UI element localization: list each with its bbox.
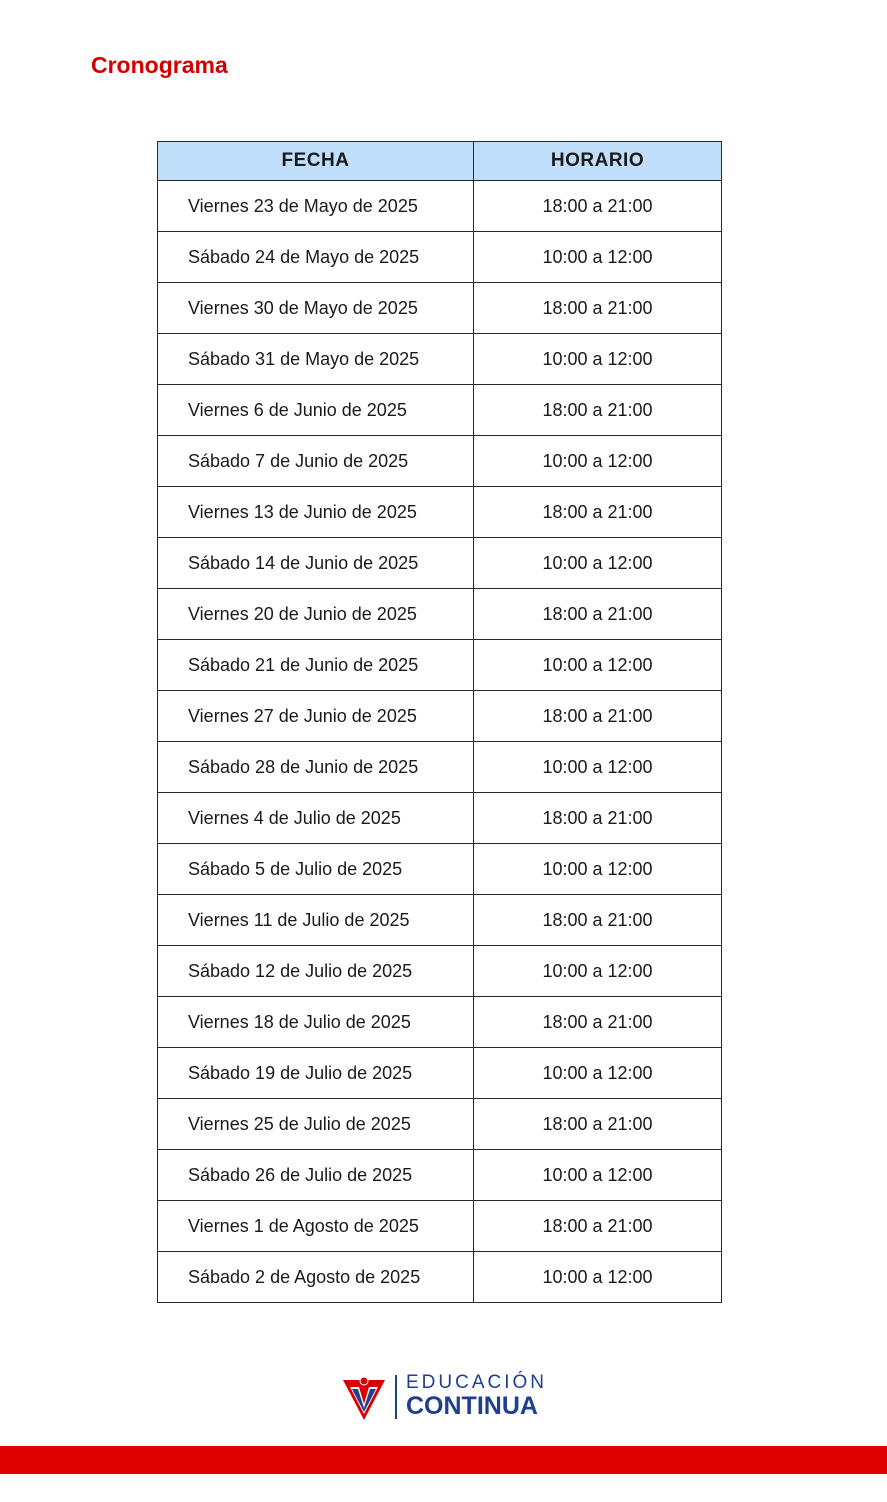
table-row — [158, 1048, 722, 1099]
horario-cell: 18:00 a 21:00 — [474, 283, 722, 334]
table-row — [158, 742, 722, 793]
fecha-cell: Viernes 20 de Junio de 2025 — [158, 589, 474, 640]
fecha-cell: Viernes 1 de Agosto de 2025 — [158, 1201, 474, 1252]
table-row — [158, 1252, 722, 1303]
fecha-cell: Sábado 28 de Junio de 2025 — [158, 742, 474, 793]
fecha-cell: Viernes 30 de Mayo de 2025 — [158, 283, 474, 334]
fecha-cell: Viernes 25 de Julio de 2025 — [158, 1099, 474, 1150]
table-row — [158, 487, 722, 538]
horario-cell: 18:00 a 21:00 — [474, 589, 722, 640]
fecha-cell: Sábado 21 de Junio de 2025 — [158, 640, 474, 691]
horario-cell: 10:00 a 12:00 — [474, 946, 722, 997]
table-row — [158, 1099, 722, 1150]
table-row — [158, 691, 722, 742]
horario-cell: 10:00 a 12:00 — [474, 436, 722, 487]
horario-cell: 10:00 a 12:00 — [474, 1150, 722, 1201]
logo-text-continua: CONTINUA — [406, 1392, 538, 1420]
table-row — [158, 232, 722, 283]
table-row — [158, 589, 722, 640]
table-header-row — [158, 142, 722, 181]
table-body — [158, 181, 722, 1303]
fecha-cell: Sábado 2 de Agosto de 2025 — [158, 1252, 474, 1303]
table-row — [158, 181, 722, 232]
table-row — [158, 1201, 722, 1252]
table-row — [158, 385, 722, 436]
fecha-cell: Sábado 26 de Julio de 2025 — [158, 1150, 474, 1201]
table-row — [158, 895, 722, 946]
logo-divider — [395, 1375, 397, 1419]
fecha-cell: Sábado 31 de Mayo de 2025 — [158, 334, 474, 385]
fecha-cell: Viernes 13 de Junio de 2025 — [158, 487, 474, 538]
fecha-cell: Viernes 6 de Junio de 2025 — [158, 385, 474, 436]
horario-cell: 18:00 a 21:00 — [474, 691, 722, 742]
horario-cell: 10:00 a 12:00 — [474, 334, 722, 385]
table-row — [158, 334, 722, 385]
horario-cell: 18:00 a 21:00 — [474, 487, 722, 538]
horario-cell: 10:00 a 12:00 — [474, 232, 722, 283]
horario-cell: 10:00 a 12:00 — [474, 640, 722, 691]
educacion-continua-logo — [343, 1372, 558, 1422]
table-row — [158, 946, 722, 997]
column-header-fecha: FECHA — [158, 142, 474, 181]
horario-cell: 18:00 a 21:00 — [474, 793, 722, 844]
fecha-cell: Viernes 23 de Mayo de 2025 — [158, 181, 474, 232]
fecha-cell: Sábado 24 de Mayo de 2025 — [158, 232, 474, 283]
fecha-cell: Viernes 4 de Julio de 2025 — [158, 793, 474, 844]
table-row — [158, 997, 722, 1048]
table-row — [158, 1150, 722, 1201]
footer-bar — [0, 1446, 887, 1474]
schedule-table — [157, 141, 722, 1303]
page-title: Cronograma — [91, 52, 228, 78]
fecha-cell: Viernes 18 de Julio de 2025 — [158, 997, 474, 1048]
horario-cell: 18:00 a 21:00 — [474, 1201, 722, 1252]
column-header-horario: HORARIO — [474, 142, 722, 181]
fecha-cell: Sábado 12 de Julio de 2025 — [158, 946, 474, 997]
horario-cell: 10:00 a 12:00 — [474, 1048, 722, 1099]
horario-cell: 10:00 a 12:00 — [474, 844, 722, 895]
university-v-logo-icon — [343, 1376, 385, 1420]
fecha-cell: Sábado 14 de Junio de 2025 — [158, 538, 474, 589]
horario-cell: 18:00 a 21:00 — [474, 895, 722, 946]
table-row — [158, 793, 722, 844]
table-row — [158, 640, 722, 691]
horario-cell: 18:00 a 21:00 — [474, 385, 722, 436]
horario-cell: 18:00 a 21:00 — [474, 1099, 722, 1150]
table-row — [158, 538, 722, 589]
fecha-cell: Viernes 27 de Junio de 2025 — [158, 691, 474, 742]
horario-cell: 18:00 a 21:00 — [474, 997, 722, 1048]
fecha-cell: Sábado 19 de Julio de 2025 — [158, 1048, 474, 1099]
logo-text-educacion: EDUCACIÓN — [406, 1372, 548, 1393]
horario-cell: 18:00 a 21:00 — [474, 181, 722, 232]
horario-cell: 10:00 a 12:00 — [474, 742, 722, 793]
fecha-cell: Viernes 11 de Julio de 2025 — [158, 895, 474, 946]
fecha-cell: Sábado 5 de Julio de 2025 — [158, 844, 474, 895]
table-row — [158, 844, 722, 895]
fecha-cell: Sábado 7 de Junio de 2025 — [158, 436, 474, 487]
table-row — [158, 283, 722, 334]
table-row — [158, 436, 722, 487]
horario-cell: 10:00 a 12:00 — [474, 1252, 722, 1303]
horario-cell: 10:00 a 12:00 — [474, 538, 722, 589]
